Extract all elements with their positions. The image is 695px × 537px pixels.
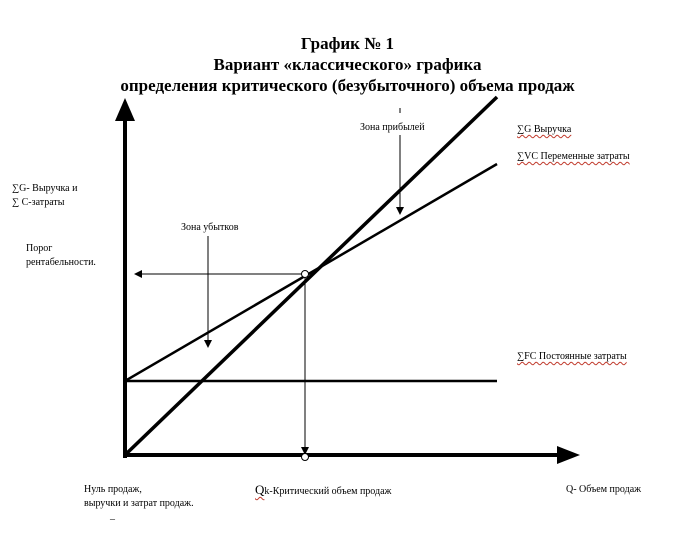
- origin-label-line1: Нуль продаж,: [84, 484, 142, 495]
- critical-volume-label: [255, 484, 391, 498]
- critical-volume-point: [302, 454, 309, 461]
- critical-volume-text: k-Критический объем продаж: [264, 486, 392, 497]
- fixed-cost-line-label: ∑FC Постоянные затраты: [517, 351, 627, 362]
- chart-title-line1: График № 1: [300, 34, 395, 53]
- y-axis-label-line2: ∑ С-затраты: [12, 197, 65, 208]
- chart-title-line2: Вариант «классического» графика: [213, 55, 482, 74]
- y-axis-label-line1: ∑G- Выручка и: [12, 183, 78, 194]
- x-axis-arrowhead: [557, 446, 580, 464]
- threshold-label-line2: рентабельности.: [26, 257, 96, 268]
- y-axis-arrowhead: [115, 98, 135, 121]
- variable-cost-line-label: ∑VC Переменные затраты: [517, 151, 630, 162]
- variable-cost-line: [125, 164, 497, 381]
- origin-dash: –: [110, 514, 115, 525]
- revenue-line: [125, 97, 497, 455]
- x-axis-label: Q- Объем продаж: [566, 484, 642, 495]
- loss-zone-label: Зона убытков: [181, 222, 239, 233]
- chart-title-line3: определения критического (безубыточного) объема продаж: [120, 76, 575, 95]
- break-even-point: [302, 271, 309, 278]
- threshold-label-line1: Порог: [26, 243, 53, 254]
- origin-label-line2: выручки и затрат продаж.: [84, 498, 194, 509]
- revenue-line-label: ∑G Выручка: [517, 124, 572, 135]
- profit-zone-label: Зона прибылей: [360, 122, 425, 133]
- critical-volume-symbol: Q: [255, 482, 265, 497]
